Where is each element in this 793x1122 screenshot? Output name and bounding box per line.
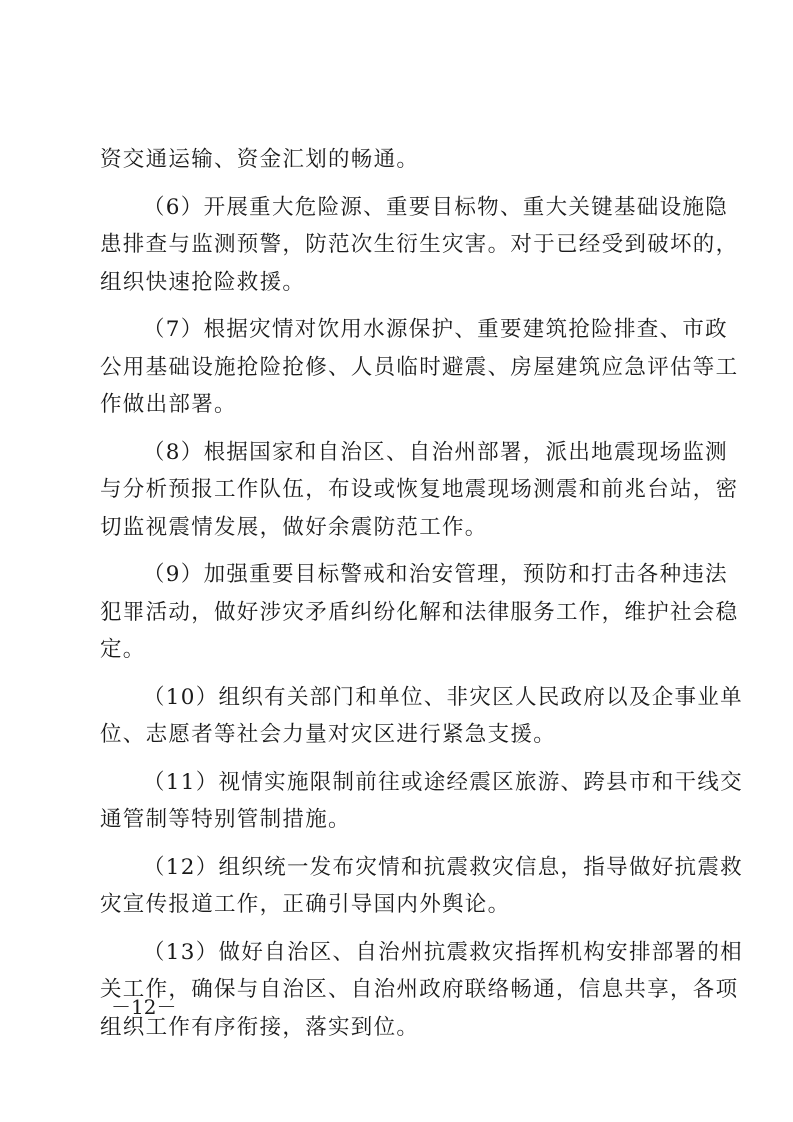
text-line: （13）做好自治区、自治州抗震救灾指挥机构安排部署的相 bbox=[143, 939, 743, 965]
text-line: 组织工作有序衔接，落实到位。 bbox=[100, 1014, 420, 1040]
text-line: （6）开展重大危险源、重要目标物、重大关键基础设施隐 bbox=[143, 194, 728, 220]
paragraph-gap bbox=[100, 301, 700, 311]
text-line: （9）加强重要目标警戒和治安管理，预防和打击各种违法 bbox=[143, 562, 728, 587]
paragraph-gap bbox=[100, 424, 700, 434]
text-line: 位、志愿者等社会力量对灾区进行紧急支援。 bbox=[100, 722, 557, 747]
document-body bbox=[100, 141, 743, 1046]
text-line: 通管制等特别管制措施。 bbox=[100, 807, 351, 832]
text-line: 资交通运输、资金汇划的畅通。 bbox=[100, 147, 420, 172]
paragraph-gap bbox=[100, 669, 700, 679]
text-line: （12）组织统一发布灾情和抗震救灾信息，指导做好抗震救 bbox=[143, 854, 743, 880]
paragraph-gap bbox=[100, 546, 700, 556]
text-line: 定。 bbox=[100, 637, 146, 662]
text-line: 公用基础设施抢险抢修、人员临时避震、房屋建筑应急评估等工 bbox=[100, 354, 739, 380]
text-line: 组织快速抢险救援。 bbox=[100, 269, 306, 295]
text-line: （10）组织有关部门和单位、非灾区人民政府以及企事业单 bbox=[143, 684, 743, 710]
text-line: 与分析预报工作队伍，布设或恢复地震现场测震和前兆台站，密 bbox=[100, 477, 739, 502]
paragraph-gap bbox=[100, 839, 700, 849]
paragraph-gap bbox=[100, 924, 700, 934]
text-line: 犯罪活动，做好涉灾矛盾纠纷化解和法律服务工作，维护社会稳 bbox=[100, 599, 739, 625]
paragraph-gap bbox=[100, 179, 700, 189]
text-line: （8）根据国家和自治区、自治州部署，派出地震现场监测 bbox=[143, 439, 728, 465]
text-line: （11）视情实施限制前往或途经震区旅游、跨县市和干线交 bbox=[143, 769, 743, 795]
text-line: 患排查与监测预警，防范次生衍生灾害。对于已经受到破坏的， bbox=[100, 232, 739, 257]
text-line: 作做出部署。 bbox=[100, 392, 237, 417]
text-line: 关工作，确保与自治区、自治州政府联络畅通，信息共享，各项 bbox=[100, 977, 739, 1002]
text-line: （7）根据灾情对饮用水源保护、重要建筑抢险排查、市政 bbox=[143, 317, 728, 342]
text-line: 切监视震情发展，做好余震防范工作。 bbox=[100, 514, 488, 540]
page-number: －12－ bbox=[111, 995, 177, 1019]
paragraph-gap bbox=[100, 754, 700, 764]
text-line: 灾宣传报道工作，正确引导国内外舆论。 bbox=[100, 892, 511, 917]
